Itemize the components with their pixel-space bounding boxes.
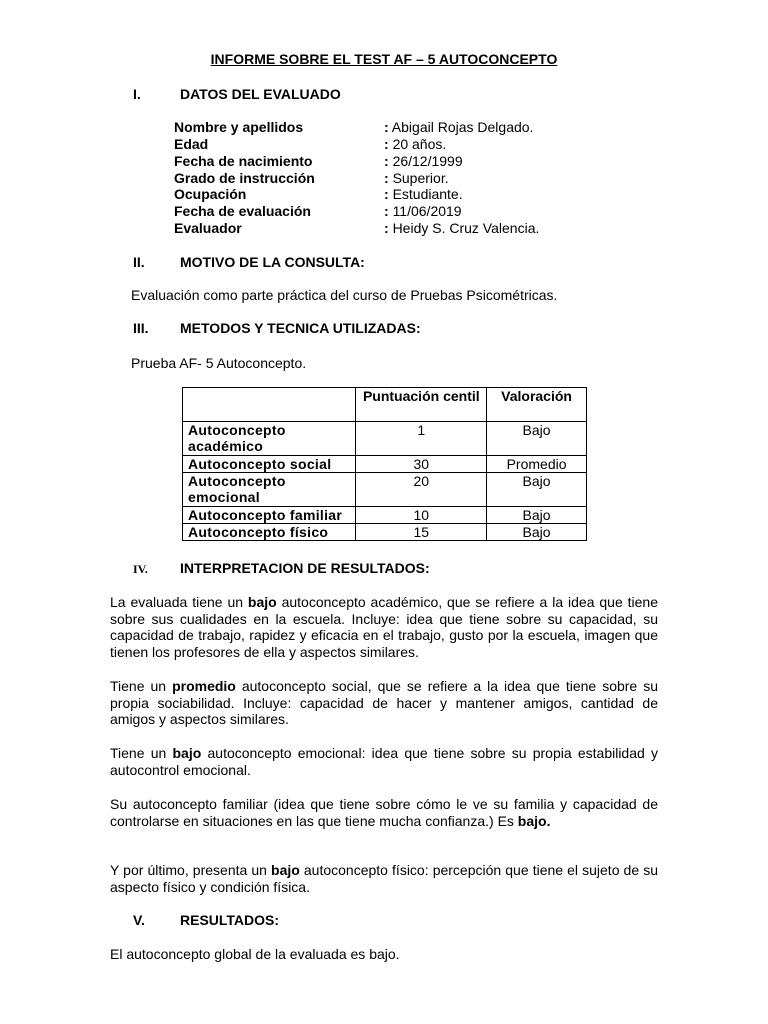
table-header-rating: Valoración (487, 388, 587, 422)
table-row-label: Autoconcepto social (183, 456, 356, 473)
table-header-score: Puntuación centil (356, 388, 487, 422)
resultados-text: El autoconcepto global de la evaluada es bajo. (110, 946, 400, 962)
table-header-row (183, 388, 587, 422)
section-3-number: III. (133, 320, 149, 336)
section-2-number: II. (133, 254, 145, 270)
table-row-score: 10 (356, 507, 487, 524)
table-row-rating: Bajo (487, 422, 587, 456)
table-row-rating: Bajo (487, 507, 587, 524)
field-label-eval-date: Fecha de evaluación (174, 203, 311, 219)
table-row (183, 422, 587, 456)
field-label-education: Grado de instrucción (174, 170, 315, 186)
table-row-score: 20 (356, 473, 487, 507)
table-row (183, 524, 587, 541)
table-row-rating: Bajo (487, 473, 587, 507)
section-1-title: DATOS DEL EVALUADO (180, 86, 341, 102)
table-row (183, 456, 587, 473)
table-row (183, 507, 587, 524)
section-5-title: RESULTADOS: (180, 912, 280, 928)
table-row-label: Autoconcepto emocional (183, 473, 356, 507)
field-value-eval-date: : 11/06/2019 (384, 203, 462, 219)
table-row-rating: Promedio (487, 456, 587, 473)
interpretation-paragraph-2: Tiene un promedio autoconcepto social, que se refiere a la idea que tiene sobre su propia sociabilidad. Incluye: capacidad de hacer y mantener amigos, cantidad de amigos y aspectos similares. (110, 678, 658, 728)
interpretation-paragraph-4: Su autoconcepto familiar (idea que tiene sobre cómo le ve su familia y capacidad de controlarse en situaciones en las que tiene mucha confianza.) Es bajo. (110, 796, 658, 829)
section-2-title: MOTIVO DE LA CONSULTA: (180, 254, 365, 270)
table-row-score: 1 (356, 422, 487, 456)
field-label-age: Edad (174, 136, 209, 152)
interpretation-paragraph-3: Tiene un bajo autoconcepto emocional: idea que tiene sobre su propia estabilidad y autocontrol emocional. (110, 745, 658, 778)
table-row-label: Autoconcepto familiar (183, 507, 356, 524)
field-label-evaluator: Evaluador (174, 220, 242, 236)
metodo-text: Prueba AF- 5 Autoconcepto. (131, 355, 307, 371)
field-value-name: : Abigail Rojas Delgado. (384, 119, 534, 135)
results-table (182, 387, 587, 541)
interpretation-paragraph-5: Y por último, presenta un bajo autoconcepto físico: percepción que tiene el sujeto de su aspecto físico y condición física. (110, 862, 659, 895)
field-value-occupation: : Estudiante. (384, 186, 463, 202)
field-value-age: : 20 años. (384, 136, 447, 152)
table-row-rating: Bajo (487, 524, 587, 541)
field-value-birthdate: : 26/12/1999 (384, 153, 463, 169)
table-row (183, 473, 587, 507)
field-value-education: : Superior. (384, 170, 449, 186)
section-4-title: INTERPRETACION DE RESULTADOS: (180, 560, 430, 576)
interpretation-paragraph-1: La evaluada tiene un bajo autoconcepto académico, que se refiere a la idea que tiene sobre sus cualidades en la escuela. Incluye: idea que tiene sobre su capacidad, su capacidad de trabajo, rapidez y eficacia en el trabajo, gusto por la escuela, imagen que tienen los profesores de ella y aspectos similares. (110, 594, 659, 660)
table-header-label (183, 388, 356, 422)
section-5-number: V. (133, 912, 145, 928)
field-value-evaluator: : Heidy S. Cruz Valencia. (384, 220, 540, 236)
field-label-name: Nombre y apellidos (174, 119, 304, 135)
table-row-label: Autoconcepto académico (183, 422, 356, 456)
table-row-score: 30 (356, 456, 487, 473)
field-label-occupation: Ocupación (174, 186, 247, 202)
section-3-title: METODOS Y TECNICA UTILIZADAS: (180, 320, 421, 336)
table-row-score: 15 (356, 524, 487, 541)
table-row-label: Autoconcepto físico (183, 524, 356, 541)
field-label-birthdate: Fecha de nacimiento (174, 153, 313, 169)
section-4-number: IV. (133, 562, 148, 576)
document-title: INFORME SOBRE EL TEST AF – 5 AUTOCONCEPTO (210, 51, 558, 67)
section-1-number: I. (133, 86, 141, 102)
motivo-text: Evaluación como parte práctica del curso de Pruebas Psicométricas. (131, 287, 558, 303)
